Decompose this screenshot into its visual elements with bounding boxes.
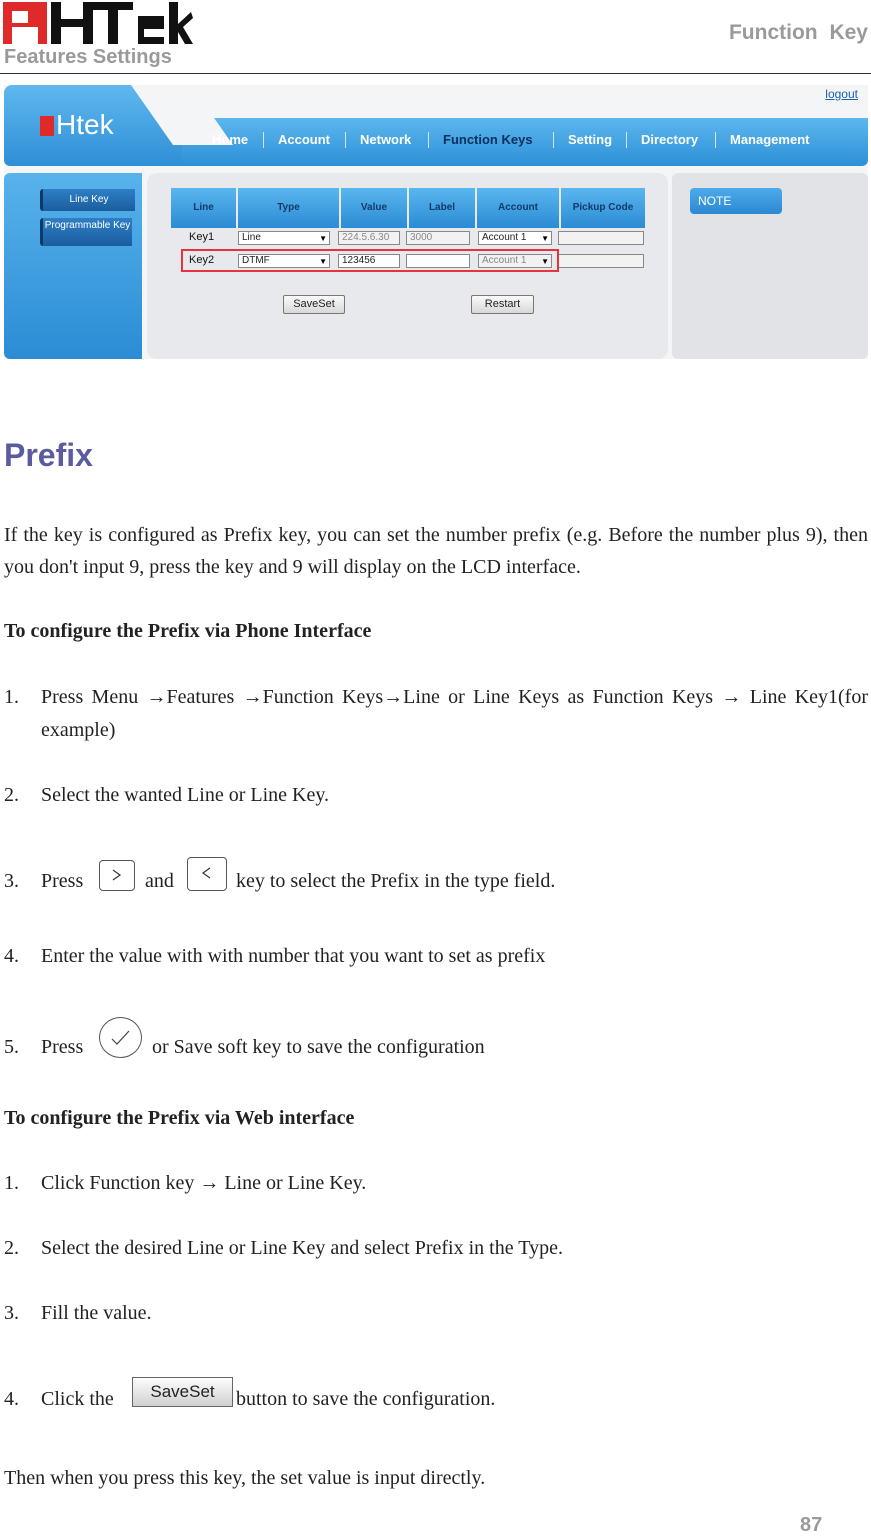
highlight-box — [181, 249, 559, 272]
section-title: Features Settings — [4, 46, 172, 68]
intro-paragraph: If the key is configured as Prefix key, you can set the number prefix (e.g. Before the number plus 9), then you don't input 9, press the key and 9 will display on the LCD interface. — [4, 524, 868, 578]
web-step-1: Click Function key → Line or Line Key. — [41, 1172, 367, 1194]
web-config-title: To configure the Prefix via Web interface — [4, 1107, 355, 1129]
step-number: 1. — [4, 1172, 19, 1194]
nav-directory[interactable]: Directory — [641, 132, 699, 147]
row1-account-value: Account 1 — [482, 232, 527, 243]
nav-separator — [553, 132, 554, 148]
web-saveset-button[interactable]: SaveSet — [283, 295, 345, 314]
dropdown-arrow-icon: ▼ — [319, 234, 327, 243]
col-header-label: Label — [409, 188, 475, 228]
sidebar-programmable-key[interactable]: Programmable Key — [40, 218, 132, 246]
note-tab[interactable]: NOTE — [690, 188, 782, 214]
phone-step-5-press: Press — [41, 1036, 84, 1058]
col-header-value: Value — [341, 188, 407, 228]
nav-separator — [345, 132, 346, 148]
step-number: 2. — [4, 1237, 19, 1259]
web-ui-screenshot — [4, 85, 868, 359]
phone-step-4: Enter the value with with number that you want to set as prefix — [41, 945, 546, 967]
nav-separator — [263, 132, 264, 148]
dropdown-arrow-icon: ▼ — [319, 257, 327, 266]
sidebar-line-key[interactable]: Line Key — [40, 189, 135, 211]
nav-separator — [428, 132, 429, 148]
row1-type-value: Line — [242, 232, 261, 243]
web-step-3: Fill the value. — [41, 1302, 152, 1324]
htek-logo — [3, 2, 193, 44]
col-header-pickup-code: Pickup Code — [561, 188, 645, 228]
step-number: 1. — [4, 686, 19, 708]
section-heading: Prefix — [4, 437, 93, 473]
row1-value-input[interactable]: 224.5.6.30 — [338, 231, 400, 245]
phone-config-title: To configure the Prefix via Phone Interface — [4, 620, 372, 642]
nav-home[interactable]: Home — [212, 132, 249, 147]
phone-step-5-rest: or Save soft key to save the configuration — [152, 1036, 485, 1058]
web-logo: Htek — [40, 109, 114, 141]
chapter-title: Function Key — [728, 21, 868, 44]
nav-network[interactable]: Network — [360, 132, 412, 147]
right-arrow-key-icon — [99, 860, 135, 891]
web-step-2: Select the desired Line or Line Key and select Prefix in the Type. — [41, 1237, 563, 1259]
row1-type-select[interactable] — [238, 231, 330, 245]
col-header-type: Type — [238, 188, 339, 228]
step-number: 4. — [4, 945, 19, 967]
row1-label-input[interactable]: 3000 — [406, 231, 470, 245]
row2-value-input[interactable]: 123456 — [338, 254, 400, 268]
nav-separator — [626, 132, 627, 148]
nav-function-keys[interactable]: Function Keys — [443, 132, 533, 147]
web-step-4-pre: Click the — [41, 1388, 114, 1410]
web-step-4-rest: button to save the configuration. — [236, 1388, 496, 1410]
row1-line: Key1 — [189, 231, 215, 243]
page-number: 87 — [800, 1514, 823, 1536]
step-number: 2. — [4, 784, 19, 806]
row2-type-value: DTMF — [242, 255, 270, 266]
inline-saveset-button-image: SaveSet — [132, 1377, 233, 1407]
closing-paragraph: Then when you press this key, the set value is input directly. — [4, 1467, 486, 1489]
phone-step-2: Select the wanted Line or Line Key. — [41, 784, 330, 806]
row2-account-value: Account 1 — [482, 255, 527, 266]
dropdown-arrow-icon: ▼ — [541, 234, 549, 243]
row2-line: Key2 — [189, 254, 215, 266]
col-header-line: Line — [171, 188, 236, 228]
dropdown-arrow-icon: ▼ — [541, 257, 549, 266]
phone-step-3-rest: key to select the Prefix in the type field. — [236, 870, 556, 892]
step-number: 3. — [4, 870, 19, 892]
phone-step-3-and: and — [145, 870, 174, 892]
ok-key-icon — [99, 1017, 142, 1058]
left-arrow-key-icon — [187, 857, 227, 891]
web-restart-button[interactable]: Restart — [471, 295, 534, 314]
phone-step-3-press: Press — [41, 870, 84, 892]
step-number: 5. — [4, 1036, 19, 1058]
nav-account[interactable]: Account — [278, 132, 330, 147]
phone-step-1: Press Menu →Features →Function Keys→Line or Line Keys as Function Keys → Line Key1(for example) — [41, 686, 868, 741]
nav-management[interactable]: Management — [730, 132, 810, 147]
row1-pickup-input[interactable] — [558, 231, 644, 245]
nav-setting[interactable]: Setting — [568, 132, 613, 147]
row1-account-select[interactable] — [478, 231, 552, 245]
header-divider — [0, 73, 871, 74]
nav-separator — [715, 132, 716, 148]
step-number: 3. — [4, 1302, 19, 1324]
col-header-account: Account — [477, 188, 559, 228]
row2-pickup-input[interactable] — [558, 254, 644, 268]
logout-link[interactable]: logout — [825, 87, 858, 101]
step-number: 4. — [4, 1388, 19, 1410]
